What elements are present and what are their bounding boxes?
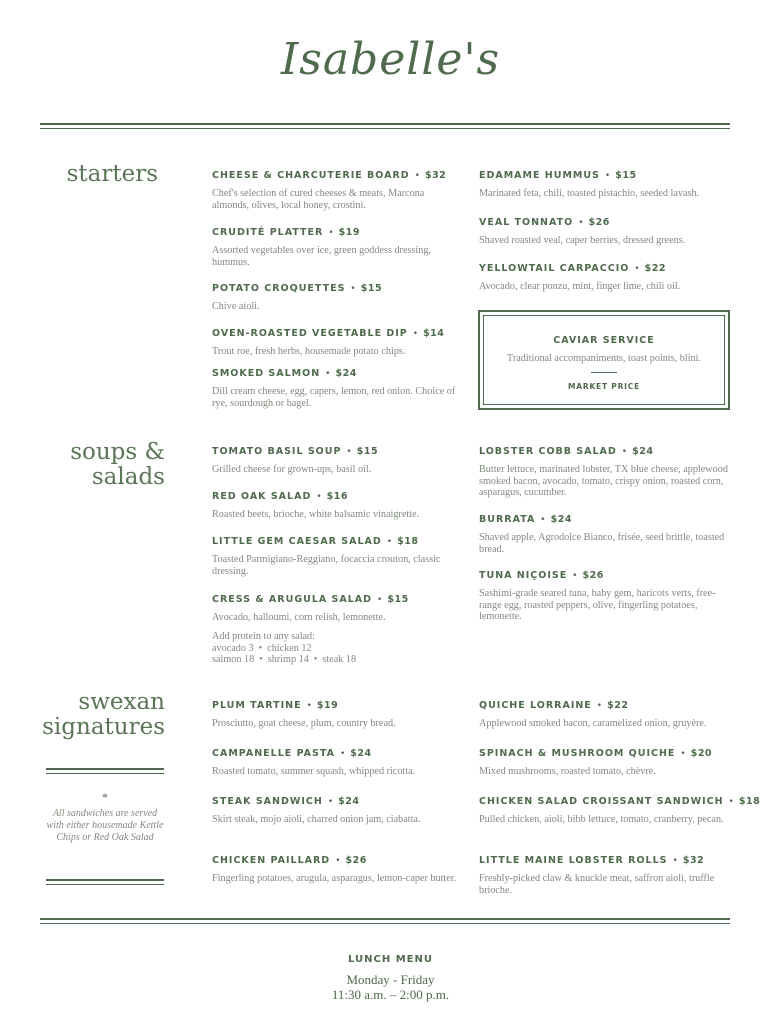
caviar-service-box bbox=[478, 310, 730, 410]
item-name: LITTLE MAINE LOBSTER ROLLS bbox=[479, 855, 668, 866]
item-name: BURRATA bbox=[479, 514, 536, 525]
menu-item: CHICKEN PAILLARD • $26 Fingerling potatoes, arugula, asparagus, lemon-caper butter. bbox=[212, 855, 457, 884]
addon-option: shrimp 14 bbox=[267, 654, 309, 665]
menu-item: RED OAK SALAD • $16 Roasted beets, brioche, white balsamic vinaigrette. bbox=[212, 486, 457, 521]
note-divider-bottom-thin bbox=[46, 884, 164, 885]
menu-item: CRESS & ARUGULA SALAD • $15 Avocado, halloumi, corn relish, lemonette. bbox=[212, 589, 457, 624]
item-description: Pulled chicken, aioli, bibb lettuce, tomato, cranberry, pecan. bbox=[479, 814, 724, 825]
item-name: EDAMAME HUMMUS bbox=[479, 170, 600, 181]
item-description: Butter lettuce, marinated lobster, TX blue cheese, applewood smoked bacon, avocado, tomato, crispy onion, roasted corn, asparagus, cucumber. bbox=[479, 464, 728, 498]
item-description: Mixed mushrooms, roasted tomato, chèvre. bbox=[479, 766, 656, 777]
item-name: QUICHE LORRAINE bbox=[479, 700, 592, 711]
item-name: CHICKEN PAILLARD bbox=[212, 855, 331, 866]
item-price: $24 bbox=[632, 446, 654, 457]
note-divider-bottom bbox=[46, 879, 164, 881]
menu-item: LITTLE MAINE LOBSTER ROLLS • $32 Freshly-picked claw & knuckle meat, saffron aioli, truffle brioche. bbox=[479, 850, 731, 896]
menu-item: LOBSTER COBB SALAD • $24 Butter lettuce, marinated lobster, TX blue cheese, applewood smoked bacon, avocado, tomato, crispy onion, roasted corn, asparagus, cucumber. bbox=[479, 441, 731, 499]
item-price: $26 bbox=[588, 217, 610, 228]
item-price: $18 bbox=[738, 796, 761, 807]
item-name: SPINACH & MUSHROOM QUICHE bbox=[479, 748, 676, 759]
section-title-signatures bbox=[40, 690, 165, 740]
menu-item: EDAMAME HUMMUS • $15 Marinated feta, chili, toasted pistachio, seeded lavash. bbox=[479, 165, 731, 200]
item-description: Chef's selection of cured cheeses & meats, Marcona almonds, olives, local honey, crostini. bbox=[212, 188, 425, 211]
menu-item: CHICKEN SALAD CROISSANT SANDWICH • $18 Pulled chicken, aioli, bibb lettuce, tomato, cranberry, pecan. bbox=[479, 796, 761, 825]
top-divider-thin bbox=[40, 128, 730, 129]
menu-item: VEAL TONNATO • $26 Shaved roasted veal, caper berries, dressed greens. bbox=[479, 212, 731, 247]
section-title-starters: starters bbox=[66, 161, 158, 187]
bottom-divider bbox=[40, 918, 730, 920]
caviar-price: MARKET PRICE bbox=[568, 382, 640, 391]
menu-item: STEAK SANDWICH • $24 Skirt steak, mojo aioli, charred onion jam, ciabatta. bbox=[212, 791, 457, 826]
caviar-title: CAVIAR SERVICE bbox=[553, 335, 655, 346]
item-description: Trout roe, fresh herbs, housemade potato chips. bbox=[212, 346, 406, 357]
item-description: Dill cream cheese, egg, capers, lemon, red onion. Choice of rye, sourdough or bagel. bbox=[212, 386, 456, 409]
protein-addon-note: Add protein to any salad: avocado 3 • chicken 12 salmon 18 • shrimp 14 • steak 18 bbox=[212, 631, 457, 666]
item-price: $18 bbox=[397, 536, 419, 547]
item-name: YELLOWTAIL CARPACCIO bbox=[479, 263, 630, 274]
item-name: CHEESE & CHARCUTERIE BOARD bbox=[212, 170, 410, 181]
item-name: POTATO CROQUETTES bbox=[212, 283, 346, 294]
item-description: Fingerling potatoes, arugula, asparagus, lemon-caper butter. bbox=[212, 873, 457, 884]
menu-item: POTATO CROQUETTES • $15 Chive aioli. bbox=[212, 278, 457, 313]
item-price: $24 bbox=[550, 514, 572, 525]
item-price: $24 bbox=[350, 748, 372, 759]
item-description: Avocado, clear ponzu, mint, finger lime, chili oil. bbox=[479, 281, 681, 292]
top-divider bbox=[40, 123, 730, 125]
section-title-line: swexan bbox=[78, 689, 165, 715]
item-name: RED OAK SALAD bbox=[212, 491, 312, 502]
item-description: Skirt steak, mojo aioli, charred onion jam, ciabatta. bbox=[212, 814, 421, 825]
item-description: Shaved apple, Agrodolce Bianco, frisée, seed brittle, toasted bread. bbox=[479, 532, 725, 555]
item-price: $15 bbox=[356, 446, 379, 457]
item-price: $15 bbox=[360, 283, 383, 294]
item-price: $24 bbox=[338, 796, 360, 807]
menu-footer bbox=[0, 954, 781, 1002]
item-name: TUNA NIÇOISE bbox=[479, 570, 568, 581]
menu-item: TUNA NIÇOISE • $26 Sashimi-grade seared tuna, baby gem, haricots verts, free-range egg, roasted peppers, olive, fingerling potatoes, lemonette. bbox=[479, 565, 731, 623]
menu-item: QUICHE LORRAINE • $22 Applewood smoked bacon, caramelized onion, gruyère. bbox=[479, 695, 731, 730]
item-price: $19 bbox=[338, 227, 360, 238]
item-price: $26 bbox=[345, 855, 367, 866]
menu-item: BURRATA • $24 Shaved apple, Agrodolce Bianco, frisée, seed brittle, toasted bread. bbox=[479, 509, 731, 555]
section-title-line: salads bbox=[91, 464, 165, 490]
item-description: Marinated feta, chili, toasted pistachio, seeded lavash. bbox=[479, 188, 700, 199]
section-title-soups-salads bbox=[40, 440, 165, 490]
item-price: $15 bbox=[387, 594, 409, 605]
item-name: CRESS & ARUGULA SALAD bbox=[212, 594, 373, 605]
item-price: $22 bbox=[644, 263, 666, 274]
footer-hours: 11:30 a.m. – 2:00 p.m. bbox=[331, 987, 450, 1002]
item-price: $20 bbox=[690, 748, 713, 759]
item-description: Grilled cheese for grown-ups, basil oil. bbox=[212, 464, 372, 475]
menu-item: LITTLE GEM CAESAR SALAD • $18 Toasted Parmigiano-Reggiano, focaccia crouton, classic dressing. bbox=[212, 531, 457, 577]
item-description: Prosciutto, goat cheese, plum, country bread. bbox=[212, 718, 396, 729]
item-price: $24 bbox=[335, 368, 357, 379]
addon-option: avocado 3 bbox=[212, 642, 254, 654]
item-price: $19 bbox=[316, 700, 339, 711]
section-title-line: signatures bbox=[42, 714, 165, 740]
item-name: CRUDITÉ PLATTER bbox=[212, 227, 324, 238]
item-price: $14 bbox=[423, 328, 445, 339]
footer-days: Monday - Friday bbox=[346, 972, 435, 987]
note-star-icon: * bbox=[102, 790, 108, 804]
item-name: CAMPANELLE PASTA bbox=[212, 748, 335, 759]
footer-title: LUNCH MENU bbox=[348, 954, 433, 965]
item-description: Sashimi-grade seared tuna, baby gem, haricots verts, free-range egg, roasted peppers, olive, fingerling potatoes, lemonette. bbox=[479, 588, 716, 622]
item-description: Avocado, halloumi, corn relish, lemonette. bbox=[212, 612, 386, 623]
caviar-divider bbox=[591, 372, 617, 373]
item-price: $26 bbox=[582, 570, 604, 581]
note-text: All sandwiches are served with either housemade Kettle Chips or Red Oak Salad bbox=[46, 808, 164, 843]
item-price: $16 bbox=[326, 491, 348, 502]
section-title-line: soups & bbox=[70, 439, 165, 465]
item-name: LITTLE GEM CAESAR SALAD bbox=[212, 536, 382, 547]
addon-option: steak 18 bbox=[322, 654, 357, 665]
item-description: Roasted beets, brioche, white balsamic vinaigrette. bbox=[212, 509, 420, 520]
restaurant-logo: Isabelle's bbox=[280, 34, 501, 85]
item-name: STEAK SANDWICH bbox=[212, 796, 323, 807]
item-description: Shaved roasted veal, caper berries, dressed greens. bbox=[479, 235, 686, 246]
item-description: Roasted tomato, summer squash, whipped ricotta. bbox=[212, 766, 416, 777]
item-price: $32 bbox=[424, 170, 447, 181]
item-name: LOBSTER COBB SALAD bbox=[479, 446, 617, 457]
menu-item: CAMPANELLE PASTA • $24 Roasted tomato, summer squash, whipped ricotta. bbox=[212, 743, 457, 778]
item-description: Toasted Parmigiano-Reggiano, focaccia crouton, classic dressing. bbox=[212, 554, 441, 577]
sandwich-note bbox=[46, 768, 164, 844]
addon-option: chicken 12 bbox=[267, 642, 312, 654]
item-name: SMOKED SALMON bbox=[212, 368, 321, 379]
item-description: Assorted vegetables over ice, green goddess dressing, hummus. bbox=[212, 245, 431, 268]
item-name: PLUM TARTINE bbox=[212, 700, 302, 711]
item-price: $22 bbox=[607, 700, 629, 711]
addon-option: salmon 18 bbox=[212, 654, 255, 665]
menu-item: SMOKED SALMON • $24 Dill cream cheese, egg, capers, lemon, red onion. Choice of rye, sourdough or bagel. bbox=[212, 368, 456, 409]
menu-item: PLUM TARTINE • $19 Prosciutto, goat cheese, plum, country bread. bbox=[212, 695, 457, 730]
bottom-divider-thin bbox=[40, 923, 730, 924]
item-description: Applewood smoked bacon, caramelized onion, gruyère. bbox=[479, 718, 707, 729]
menu-item: SPINACH & MUSHROOM QUICHE • $20 Mixed mushrooms, roasted tomato, chèvre. bbox=[479, 743, 731, 778]
menu-item: YELLOWTAIL CARPACCIO • $22 Avocado, clear ponzu, mint, finger lime, chili oil. bbox=[479, 258, 731, 293]
caviar-description: Traditional accompaniments, toast points, blini. bbox=[506, 353, 701, 364]
item-description: Freshly-picked claw & knuckle meat, saffron aioli, truffle brioche. bbox=[479, 873, 715, 896]
menu-item: CHEESE & CHARCUTERIE BOARD • $32 Chef's selection of cured cheeses & meats, Marcona almonds, olives, local honey, crostini. bbox=[212, 165, 457, 211]
item-name: OVEN-ROASTED VEGETABLE DIP bbox=[212, 328, 408, 339]
addon-heading: Add protein to any salad: bbox=[212, 631, 315, 642]
item-price: $32 bbox=[682, 855, 705, 866]
item-name: CHICKEN SALAD CROISSANT SANDWICH bbox=[479, 796, 724, 807]
menu-item: TOMATO BASIL SOUP • $15 Grilled cheese for grown-ups, basil oil. bbox=[212, 441, 457, 476]
item-name: TOMATO BASIL SOUP bbox=[212, 446, 342, 457]
item-description: Chive aioli. bbox=[212, 301, 260, 312]
menu-item: OVEN-ROASTED VEGETABLE DIP • $14 Trout roe, fresh herbs, housemade potato chips. bbox=[212, 323, 457, 358]
item-price: $15 bbox=[615, 170, 637, 181]
item-name: VEAL TONNATO bbox=[479, 217, 574, 228]
menu-item: CRUDITÉ PLATTER • $19 Assorted vegetables over ice, green goddess dressing, hummus. bbox=[212, 222, 457, 268]
